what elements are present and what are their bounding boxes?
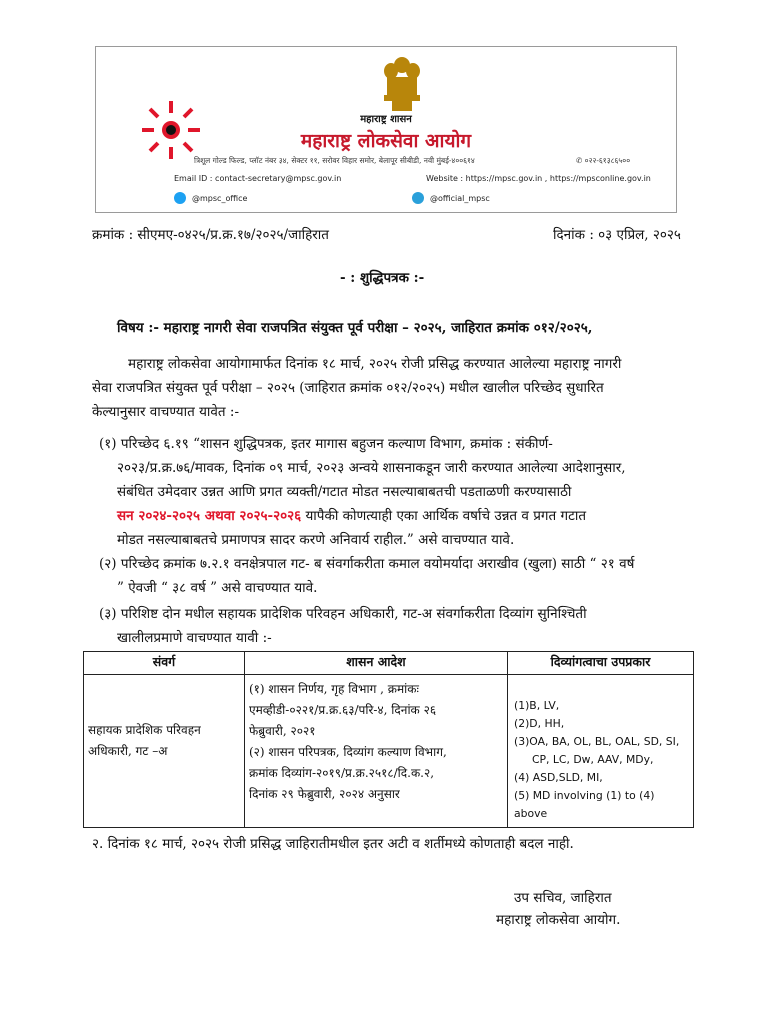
- table-row: [84, 675, 694, 828]
- item1-line-1: (१) परिच्छेद ६.१९ “शासन शुद्धिपत्रक, इतर मागास बहुजन कल्याण विभाग, क्रमांक : संकीर्ण-: [99, 436, 553, 452]
- subtype-line: CP, LC, Dw, AAV, MDy,: [532, 753, 654, 766]
- phone-number: ०२२-६१३८६५००: [584, 156, 631, 165]
- telegram-handle: [412, 192, 490, 204]
- item2-line-1: (२) परिच्छेद क्रमांक ७.२.१ वनक्षेत्रपाल गट- ब संवर्गाकरीता कमाल वयोमर्यादा अराखीव (खुला) साठी “ २१ वर्ष: [99, 556, 635, 572]
- item2-line-2: ” ऐवजी “ ३८ वर्ष ” असे वाचण्यात यावे.: [117, 580, 318, 596]
- document-heading: - : शुद्धिपत्रक :-: [340, 270, 425, 286]
- subtype-line: (5) MD involving (1) to (4): [514, 789, 655, 802]
- item1-line-4-rest: यापैकी कोणत्याही एका आर्थिक वर्षाचे उन्नत व प्रगत गटात: [301, 508, 587, 524]
- signatory-designation: उप सचिव, जाहिरात: [514, 890, 612, 906]
- telegram-icon: [412, 192, 424, 204]
- reference-number: क्रमांक : सीएमए-०४२५/प्र.क्र.१७/२०२५/जाहिरात: [92, 227, 329, 243]
- subtype-line: above: [514, 807, 548, 820]
- commission-name: महाराष्ट्र लोकसेवा आयोग: [300, 130, 472, 152]
- intro-line-3: केल्यानुसार वाचण्यात यावेत :-: [92, 404, 240, 420]
- order-line: एमव्हीडी-०२२१/प्र.क्र.६३/परि-४, दिनांक २६: [249, 703, 437, 717]
- item1-line-4: [117, 506, 586, 526]
- intro-line-2: सेवा राजपत्रित संयुक्त पूर्व परीक्षा – २०२५ (जाहिरात क्रमांक ०१२/२०२५) मधील खालील परिच्छेद सुधारित: [92, 380, 604, 396]
- cadre-line: अधिकारी, गट –अ: [88, 744, 168, 758]
- letterhead: [95, 46, 677, 213]
- item3-line-1: (३) परिशिष्ट दोन मधील सहायक प्रादेशिक परिवहन अधिकारी, गट-अ संवर्गाकरीता दिव्यांग सुनिश्चिती: [99, 606, 587, 622]
- twitter-icon: [174, 192, 186, 204]
- subtype-line: (2)D, HH,: [514, 717, 565, 730]
- website: Website : https://mpsc.gov.in , https://mpsconline.gov.in: [426, 174, 651, 183]
- table-header-row: [84, 652, 694, 675]
- address: त्रिशूल गोल्ड फिल्ड, प्लॉट नंबर ३४, सेक्टर ११, सरोवर विहार समोर, बेलापूर सीबीडी, नवी मुंबई-४००६१४: [194, 156, 475, 165]
- subtype-cell: [508, 675, 694, 828]
- govt-order-cell: [245, 675, 508, 828]
- twitter-handle: [174, 192, 247, 204]
- subtype-line: (1)B, LV,: [514, 699, 560, 712]
- subtype-line: (4) ASD,SLD, MI,: [514, 771, 603, 784]
- cadre-cell: [84, 675, 245, 828]
- disability-table: [83, 651, 694, 828]
- order-line: (२) शासन परिपत्रक, दिव्यांग कल्याण विभाग,: [249, 745, 447, 759]
- phone: [576, 156, 630, 166]
- twitter-text: @mpsc_office: [192, 193, 248, 203]
- item3-line-2: खालीलप्रमाणे वाचण्यात यावी :-: [117, 630, 272, 646]
- phone-icon: ✆: [576, 156, 585, 165]
- national-emblem-icon: [379, 55, 425, 113]
- closing-note: २. दिनांक १८ मार्च, २०२५ रोजी प्रसिद्ध जाहिरातीमधील इतर अटी व शर्तीमध्ये कोणताही बदल नाही.: [92, 836, 574, 852]
- order-line: क्रमांक दिव्यांग-२०१९/प्र.क्र.२५१८/दि.क.२,: [249, 766, 435, 780]
- highlighted-years: सन २०२४-२०२५ अथवा २०२५-२०२६: [117, 508, 302, 524]
- order-line: दिनांक २९ फेब्रुवारी, २०२४ अनुसार: [249, 787, 400, 801]
- subtype-line: (3)OA, BA, OL, BL, OAL, SD, SI,: [514, 735, 680, 748]
- email: Email ID : contact-secretary@mpsc.gov.in: [174, 174, 342, 183]
- cadre-line: सहायक प्रादेशिक परिवहन: [88, 723, 201, 737]
- item1-line-3: संबंधित उमेदवार उन्नत आणि प्रगत व्यक्ती/गटात मोडत नसल्याबाबतची पडताळणी करण्यासाठी: [117, 484, 572, 500]
- signatory-organisation: महाराष्ट्र लोकसेवा आयोग.: [496, 912, 621, 928]
- header-cadre: संवर्ग: [84, 652, 245, 675]
- order-line: फेब्रुवारी, २०२१: [249, 724, 316, 738]
- item1-line-2: २०२३/प्र.क्र.७६/मावक, दिनांक ०९ मार्च, २०२३ अन्वये शासनाकडून जारी करण्यात आलेल्या आदेशानुसार,: [117, 460, 626, 476]
- item1-line-5: मोडत नसल्याबाबतचे प्रमाणपत्र सादर करणे अनिवार्य राहील.” असे वाचण्यात यावे.: [117, 532, 515, 548]
- subject-line: विषय :- महाराष्ट्र नागरी सेवा राजपत्रित संयुक्त पूर्व परीक्षा – २०२५, जाहिरात क्रमांक ०१२/२०२५,: [117, 320, 593, 336]
- telegram-text: @official_mpsc: [430, 193, 490, 203]
- header-disability-subtype: दिव्यांगत्वाचा उपप्रकार: [508, 652, 694, 675]
- intro-line-1: महाराष्ट्र लोकसेवा आयोगामार्फत दिनांक १८ मार्च, २०२५ रोजी प्रसिद्ध करण्यात आलेल्या महाराष्ट्र नागरी: [128, 356, 622, 372]
- reference-date: दिनांक : ०३ एप्रिल, २०२५: [553, 227, 681, 243]
- order-line: (१) शासन निर्णय, गृह विभाग , क्रमांकः: [249, 682, 419, 696]
- header-govt-order: शासन आदेश: [245, 652, 508, 675]
- government-label: महाराष्ट्र शासन: [360, 114, 412, 125]
